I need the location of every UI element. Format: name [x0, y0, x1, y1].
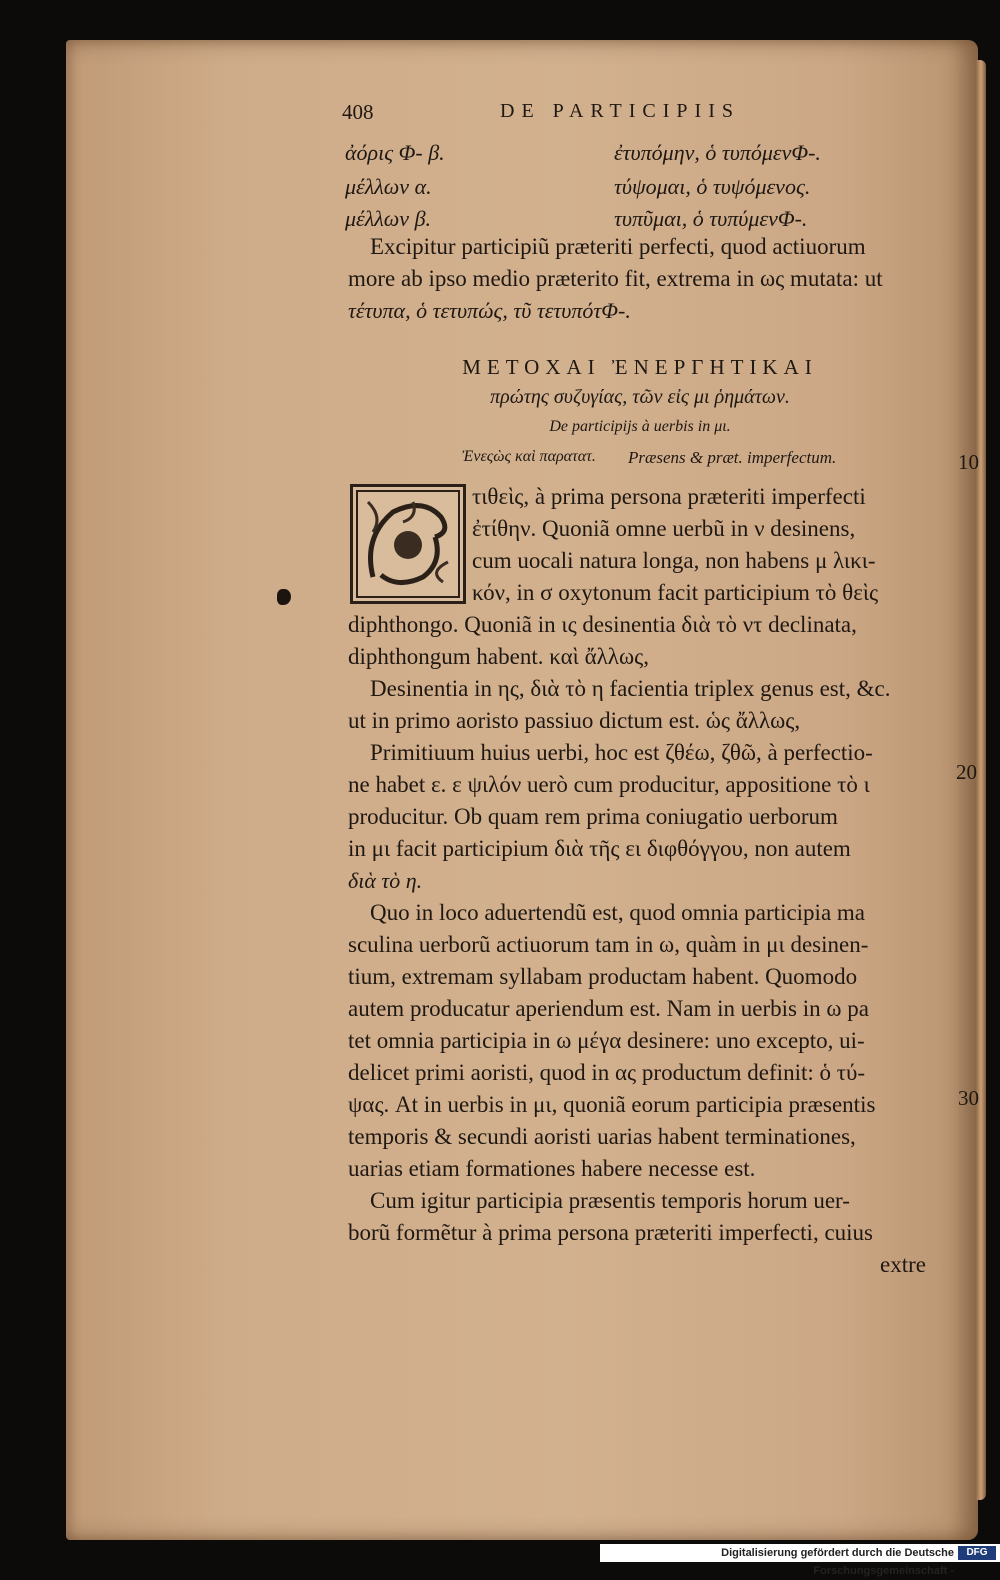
- para1-line-3: τέτυπα, ὁ τετυπώς, τῦ τετυπότΦ-.: [348, 298, 631, 323]
- body-line: delicet primi aoristi, quod in ας productum definit: ὁ τύ-: [348, 1060, 866, 1085]
- body-line: autem producatur aperiendum est. Nam in uerbis in ω pa: [348, 996, 869, 1021]
- body-line: temporis & secundi aoristi uarias habent terminationes,: [348, 1124, 856, 1149]
- body-line: diphthongum habent. καὶ ἄλλως,: [348, 644, 649, 669]
- running-header: DE PARTICIPIIS: [500, 100, 740, 122]
- paradigm-label-2: μέλλων α.: [345, 174, 432, 199]
- body-line: ut in primo aoristo passiuo dictum est. ὡς ἄλλως,: [348, 708, 801, 733]
- digitization-footer: [600, 1544, 1000, 1577]
- body-line: producitur. Ob quam rem prima coniugatio uerborum: [348, 804, 838, 829]
- margin-number-30: 30: [958, 1086, 979, 1110]
- decorated-initial: [350, 484, 466, 604]
- body-line: Primitiuum huius uerbi, hoc est ζθέω, ζθῶ, à perfectio-: [370, 740, 873, 765]
- body-line: sculina uerborũ actiuorum tam in ω, quàm in μι desinen-: [348, 932, 869, 957]
- body-line: uarias etiam formationes habere necesse est.: [348, 1156, 756, 1181]
- paradigm-form-2: τύψομαι, ὁ τυψόμενος.: [614, 174, 811, 199]
- margin-number-10: 10: [958, 450, 979, 474]
- body-line: ψας. At in uerbis in μι, quoniã eorum participia præsentis: [348, 1092, 876, 1117]
- para1-line-2: more ab ipso medio præterito fit, extrema in ως mutata: ut: [348, 266, 883, 291]
- footer-text: Digitalisierung gefördert durch die Deutsche Forschungsgemeinschaft -: [721, 1547, 954, 1577]
- paradigm-form-3: τυπῦμαι, ὁ τυπύμενΦ-.: [614, 206, 808, 231]
- paradigm-label-1: ἀόρις Φ- β.: [345, 140, 445, 165]
- initial-line-3: cum uocali natura longa, non habens μ λικι-: [472, 548, 876, 573]
- para1-line-1: Excipitur participiũ præteriti perfecti, quod actiuorum: [370, 234, 866, 259]
- initial-line-2: ἐτίθην. Quoniã omne uerbũ in ν desinens,: [472, 516, 856, 541]
- page-number: 408: [342, 100, 374, 124]
- body-line: in μι facit participium διὰ τῆς ει διφθόγγου, non autem: [348, 836, 851, 861]
- body-line: diphthongo. Quoniã in ις desinentia διὰ τὸ ντ declinata,: [348, 612, 857, 637]
- section-latin: De participijs à uerbis in μι.: [549, 418, 731, 435]
- tense-greek: Ἐνεςὼς καὶ παρατατ.: [462, 448, 596, 465]
- body-line: tium, extremam syllabam productam habent. Quomodo: [348, 964, 858, 989]
- body-line: borũ formẽtur à prima persona præteriti imperfecti, cuius: [348, 1220, 873, 1245]
- body-line: tet omnia participia in ω μέγα desinere: uno excepto, ui-: [348, 1028, 865, 1053]
- initial-line-4: κόν, in σ oxytonum facit participium τὸ θεὶς: [472, 580, 879, 605]
- section-title: ΜΕΤΟΧΑΙ ἘΝΕΡΓΗΤΙΚΑΙ: [462, 355, 818, 379]
- paradigm-label-3: μέλλων β.: [345, 206, 432, 231]
- body-line: Desinentia in ης, διὰ τὸ η facientia triplex genus est, &c.: [370, 676, 891, 701]
- initial-line-1: τιθεὶς, à prima persona præteriti imperfecti: [472, 484, 866, 509]
- tense-latin: Præsens & præt. imperfectum.: [628, 448, 837, 467]
- section-subtitle: πρώτης συζυγίας, τῶν εἰς μι ῥημάτων.: [490, 386, 790, 408]
- body-line: διὰ τὸ η.: [348, 868, 423, 893]
- body-line: Cum igitur participia præsentis temporis horum uer-: [370, 1188, 850, 1213]
- body-line: ne habet ε. ε ψιλόν uerò cum producitur, appositione τὸ ι: [348, 772, 870, 797]
- catchword: extre: [880, 1252, 926, 1277]
- margin-number-20: 20: [956, 760, 977, 784]
- paradigm-form-1: ἐτυπόμην, ὁ τυπόμενΦ-.: [614, 140, 821, 165]
- ornament-icon: [353, 487, 463, 601]
- page-edge: [976, 60, 986, 1500]
- body-line: Quo in loco aduertendũ est, quod omnia participia ma: [370, 900, 866, 925]
- dfg-logo-icon: DFG: [958, 1546, 996, 1560]
